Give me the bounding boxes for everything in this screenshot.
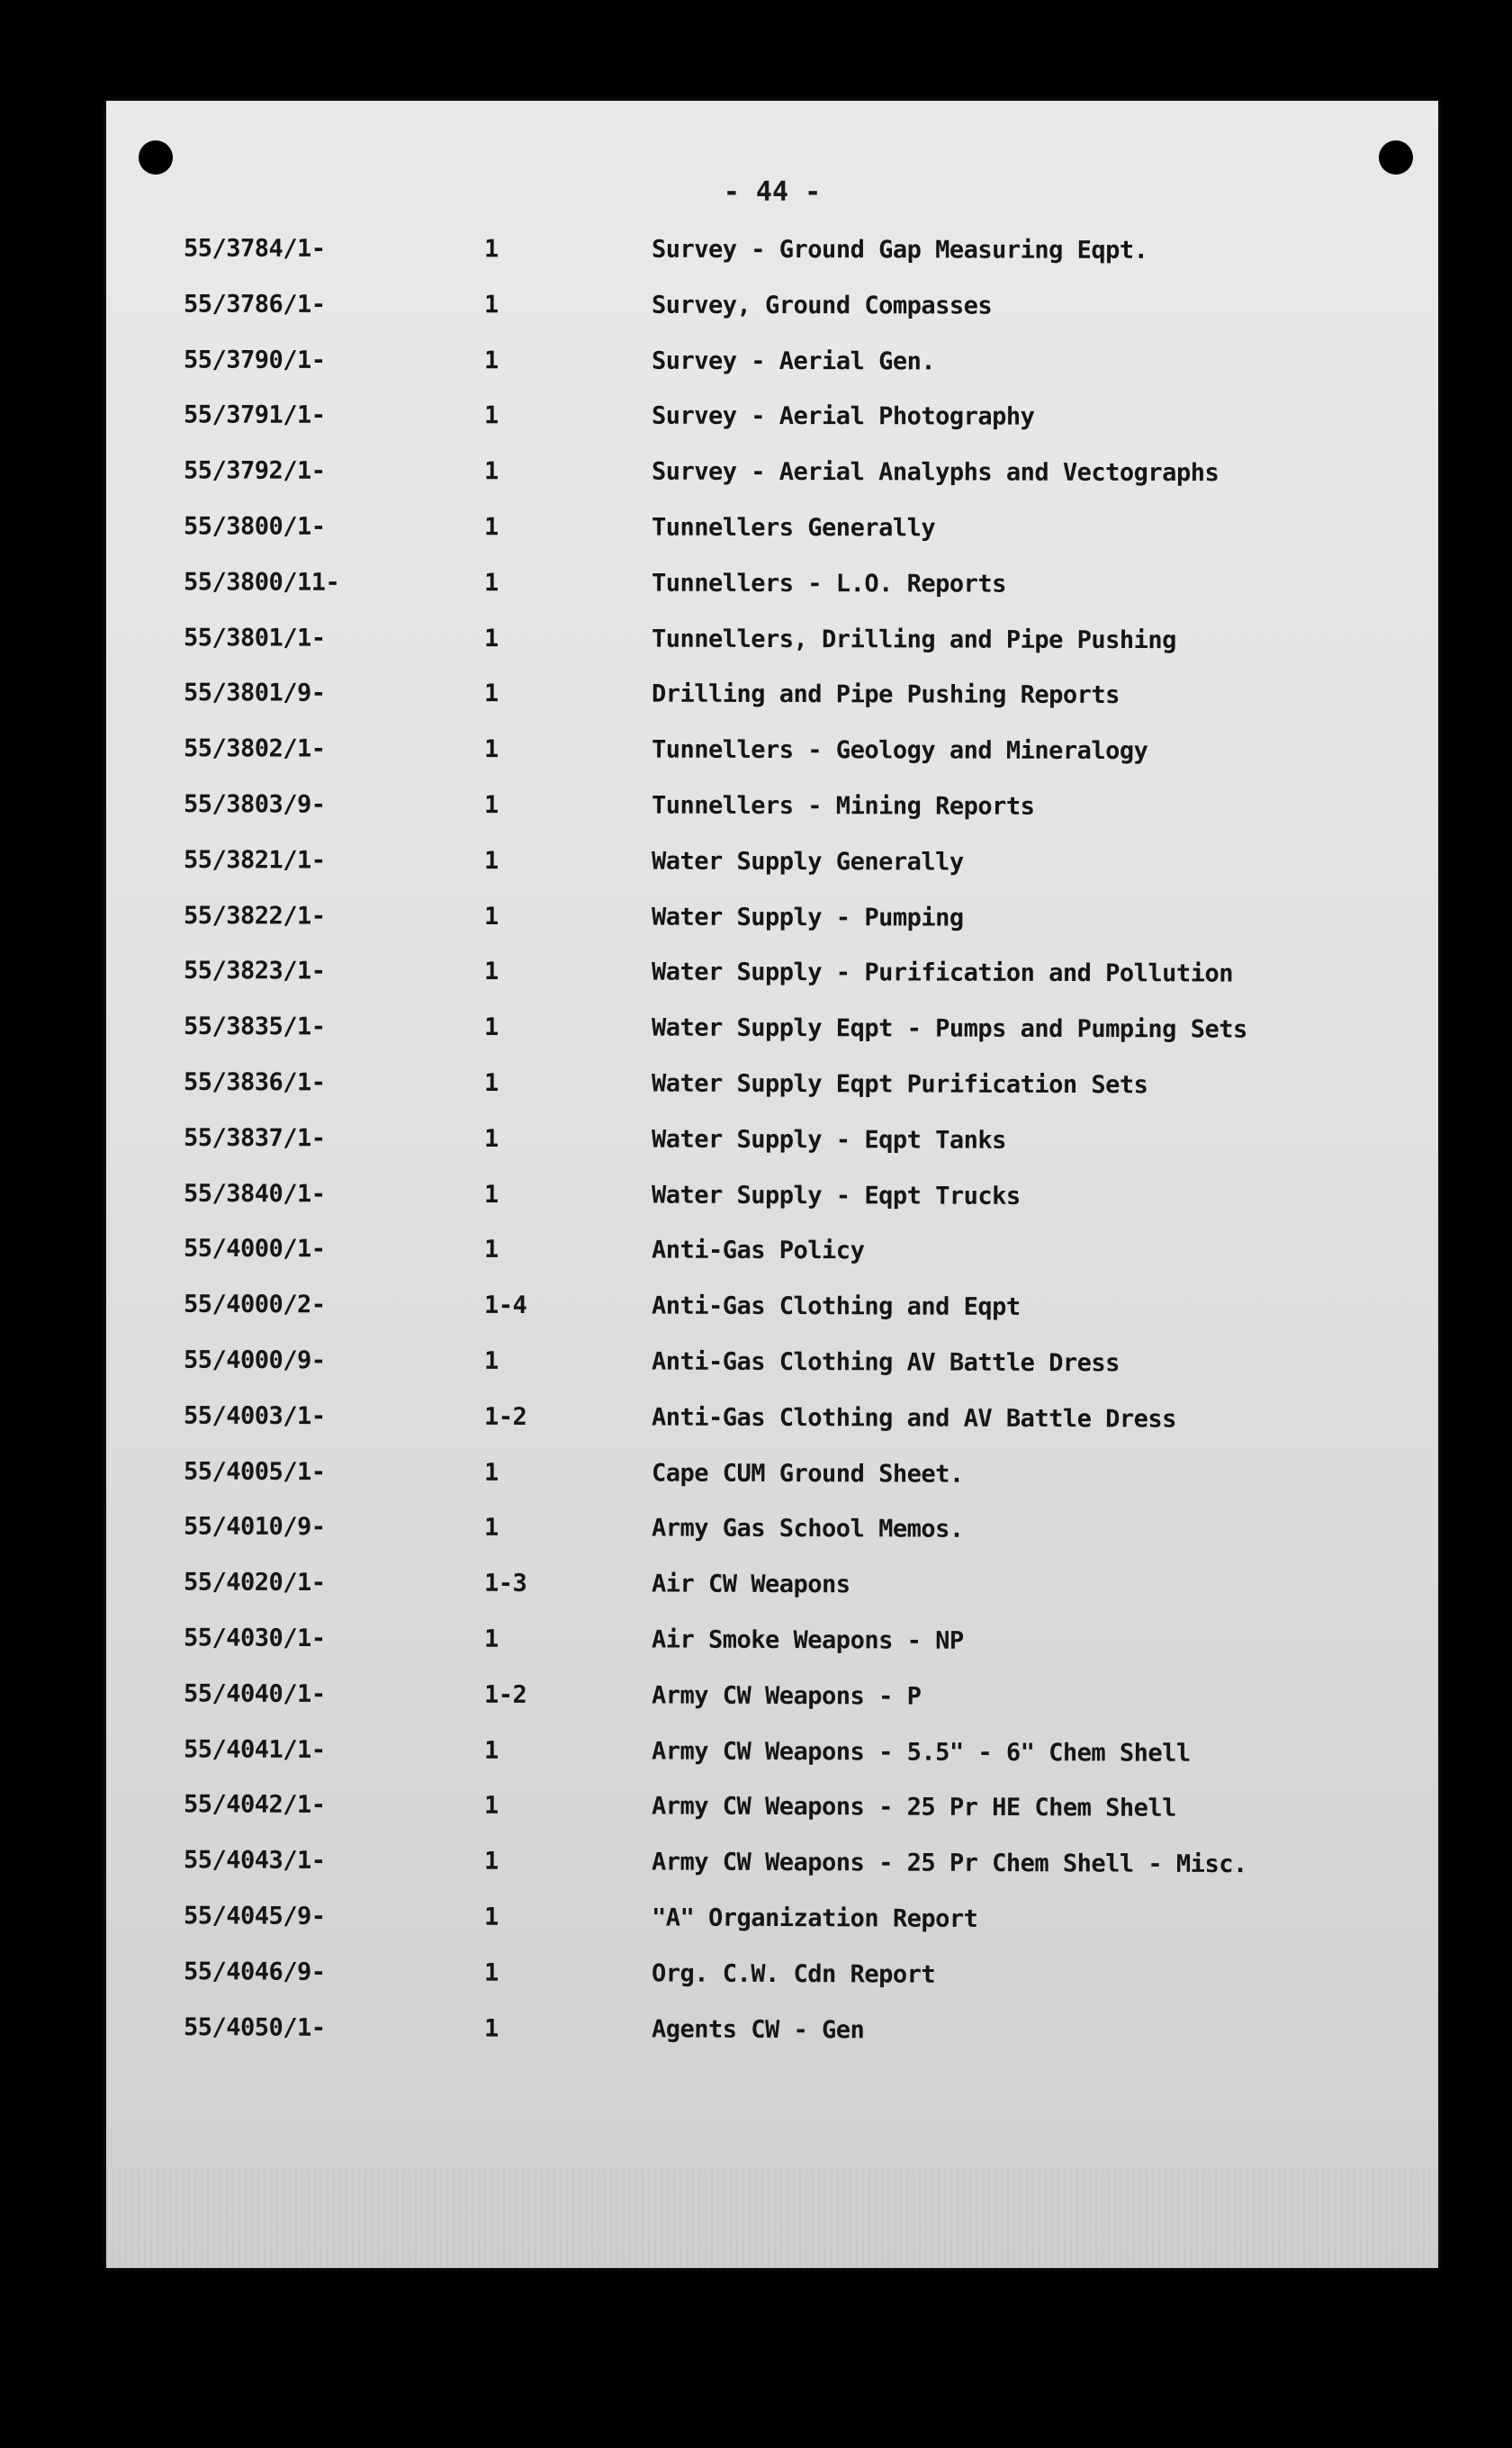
volume-count: 1 (483, 291, 499, 320)
file-number: 55/3800/11- (183, 568, 340, 597)
file-subject: Water Supply Eqpt Purification Sets (651, 1069, 1148, 1100)
volume-count: 1 (483, 1013, 499, 1042)
file-number: 55/4041/1- (183, 1734, 326, 1764)
file-subject: Water Supply - Eqpt Trucks (651, 1181, 1021, 1210)
list-item (106, 725, 1438, 785)
list-item (106, 948, 1438, 1007)
volume-count: 1 (483, 958, 499, 986)
file-subject: Tunnellers - L.O. Reports (651, 569, 1006, 598)
file-number: 55/3800/1- (183, 512, 326, 541)
volume-count: 1 (483, 401, 499, 430)
volume-count: 1 (483, 1068, 499, 1097)
file-number: 55/3823/1- (183, 957, 326, 986)
list-item (106, 837, 1438, 896)
volume-count: 1 (483, 1958, 499, 1987)
volume-count: 1 (483, 624, 499, 652)
volume-count: 1 (483, 1124, 499, 1153)
file-number: 55/3835/1- (183, 1012, 326, 1041)
volume-count: 1 (483, 1847, 499, 1876)
list-item (106, 670, 1438, 729)
list-item (106, 503, 1438, 562)
file-subject: Water Supply - Eqpt Tanks (651, 1125, 1006, 1155)
file-number: 55/3837/1- (183, 1123, 326, 1153)
file-subject: Anti-Gas Clothing and Eqpt (651, 1292, 1021, 1322)
document-page (106, 101, 1438, 2268)
volume-count: 1 (483, 1514, 499, 1543)
scan-edge (106, 2169, 1438, 2268)
file-subject: Survey - Ground Gap Measuring Eqpt. (651, 235, 1148, 265)
list-item (106, 1114, 1438, 1174)
list-item (106, 1615, 1438, 1675)
file-number: 55/4030/1- (183, 1624, 326, 1653)
file-number: 55/4043/1- (183, 1846, 326, 1876)
volume-count: 1 (483, 846, 499, 875)
list-item (106, 337, 1438, 395)
volume-count: 1 (483, 791, 499, 820)
file-subject: Anti-Gas Policy (651, 1236, 865, 1265)
file-number: 55/4040/1- (183, 1679, 326, 1708)
list-item (106, 1781, 1438, 1842)
file-subject: Tunnellers - Geology and Mineralogy (651, 735, 1148, 766)
file-subject: Water Supply - Purification and Pollution (651, 958, 1234, 988)
volume-count: 1 (483, 457, 499, 486)
list-item (106, 1336, 1438, 1397)
file-subject: Water Supply Generally (651, 847, 964, 877)
list-item (106, 1726, 1438, 1787)
file-number: 55/3822/1- (183, 901, 326, 931)
file-number: 55/4020/1- (183, 1568, 326, 1598)
file-subject: Survey - Aerial Gen. (651, 346, 936, 375)
volume-count: 1 (483, 568, 499, 598)
volume-count: 1 (483, 1903, 499, 1931)
list-item (106, 1004, 1438, 1063)
file-subject: Army CW Weapons - 5.5" - 6" Chem Shell (651, 1736, 1191, 1768)
volume-count: 1 (483, 1736, 499, 1765)
file-number: 55/3792/1- (183, 456, 326, 486)
list-item (106, 1226, 1438, 1286)
volume-count: 1 (483, 1458, 499, 1487)
file-number: 55/3803/9- (183, 790, 326, 819)
list-item (106, 1559, 1438, 1619)
punch-hole-left (139, 140, 173, 175)
file-subject: Drilling and Pipe Pushing Reports (651, 680, 1120, 710)
file-subject: Army CW Weapons - P (651, 1681, 922, 1711)
volume-count: 1-2 (483, 1402, 527, 1431)
volume-count: 1-3 (483, 1569, 527, 1598)
file-subject: Tunnellers - Mining Reports (651, 791, 1035, 821)
file-subject: Agents CW - Gen (651, 2014, 865, 2044)
file-number: 55/4000/2- (183, 1290, 326, 1319)
volume-count: 1 (483, 1180, 499, 1209)
file-subject: Survey - Aerial Photography (651, 402, 1035, 432)
file-number: 55/4010/9- (183, 1512, 326, 1542)
file-subject: Water Supply Eqpt - Pumps and Pumping Sets (651, 1013, 1247, 1044)
file-number: 55/4000/1- (183, 1235, 326, 1264)
file-subject: "A" Organization Report (651, 1904, 978, 1933)
list-item (106, 615, 1438, 674)
volume-count: 1 (483, 2014, 499, 2043)
list-item (106, 392, 1438, 451)
list-item (106, 1392, 1438, 1453)
punch-hole-right (1379, 140, 1413, 175)
list-item (106, 1948, 1438, 2010)
list-item (106, 1670, 1438, 1732)
list-item (106, 1170, 1438, 1230)
file-number: 55/4005/1- (183, 1457, 326, 1486)
list-item (106, 1282, 1438, 1342)
file-number: 55/4000/9- (183, 1346, 326, 1375)
list-item (106, 781, 1438, 841)
list-item (106, 1837, 1438, 1898)
file-subject: Air Smoke Weapons - NP (651, 1625, 964, 1655)
file-number: 55/4045/9- (183, 1902, 326, 1930)
list-item (106, 281, 1438, 339)
file-subject: Survey, Ground Compasses (651, 291, 993, 320)
volume-count: 1 (483, 235, 499, 264)
list-item (106, 1059, 1438, 1119)
file-number: 55/4046/9- (183, 1957, 326, 1986)
file-subject: Army Gas School Memos. (651, 1514, 964, 1544)
list-item (106, 1893, 1438, 1954)
volume-count: 1-2 (483, 1680, 527, 1709)
page-number: - 44 - (723, 176, 822, 208)
file-subject: Air CW Weapons (651, 1570, 850, 1599)
file-number: 55/4042/1- (183, 1790, 326, 1820)
file-subject: Anti-Gas Clothing and AV Battle Dress (651, 1403, 1177, 1434)
file-subject: Army CW Weapons - 25 Pr HE Chem Shell (651, 1792, 1177, 1823)
file-number: 55/3801/9- (183, 679, 326, 708)
volume-count: 1 (483, 902, 499, 931)
file-number: 55/3791/1- (183, 400, 326, 430)
list-item (106, 892, 1438, 951)
volume-count: 1 (483, 1624, 499, 1653)
file-number: 55/3784/1- (183, 234, 326, 263)
list-item (106, 559, 1438, 618)
file-number: 55/3821/1- (183, 845, 326, 875)
file-subject: Anti-Gas Clothing AV Battle Dress (651, 1347, 1120, 1378)
list-item (106, 225, 1438, 284)
volume-count: 1 (483, 1346, 499, 1375)
file-number: 55/3790/1- (183, 346, 326, 374)
file-subject: Survey - Aerial Analyphs and Vectographs (651, 457, 1220, 488)
file-number: 55/3801/1- (183, 623, 326, 652)
volume-count: 1 (483, 680, 499, 708)
volume-count: 1 (483, 1792, 499, 1821)
volume-count: 1 (483, 346, 499, 374)
list-item (106, 1448, 1438, 1508)
file-number: 55/3840/1- (183, 1179, 326, 1208)
file-number: 55/3802/1- (183, 734, 326, 763)
list-item (106, 2003, 1438, 2065)
file-subject: Water Supply - Pumping (651, 903, 964, 932)
file-subject: Cape CUM Ground Sheet. (651, 1459, 964, 1489)
file-subject: Army CW Weapons - 25 Pr Chem Shell - Misc. (651, 1848, 1247, 1879)
file-list (106, 227, 1438, 2062)
file-subject: Tunnellers Generally (651, 513, 936, 543)
volume-count: 1 (483, 735, 499, 764)
volume-count: 1 (483, 1236, 499, 1264)
file-number: 55/3836/1- (183, 1067, 326, 1097)
file-number: 55/3786/1- (183, 290, 326, 319)
volume-count: 1 (483, 513, 499, 542)
file-subject: Tunnellers, Drilling and Pipe Pushing (651, 625, 1177, 654)
volume-count: 1-4 (483, 1292, 527, 1320)
file-number: 55/4003/1- (183, 1401, 326, 1430)
file-subject: Org. C.W. Cdn Report (651, 1959, 936, 1989)
file-number: 55/4050/1- (183, 2012, 326, 2042)
list-item (106, 447, 1438, 506)
list-item (106, 1504, 1438, 1564)
